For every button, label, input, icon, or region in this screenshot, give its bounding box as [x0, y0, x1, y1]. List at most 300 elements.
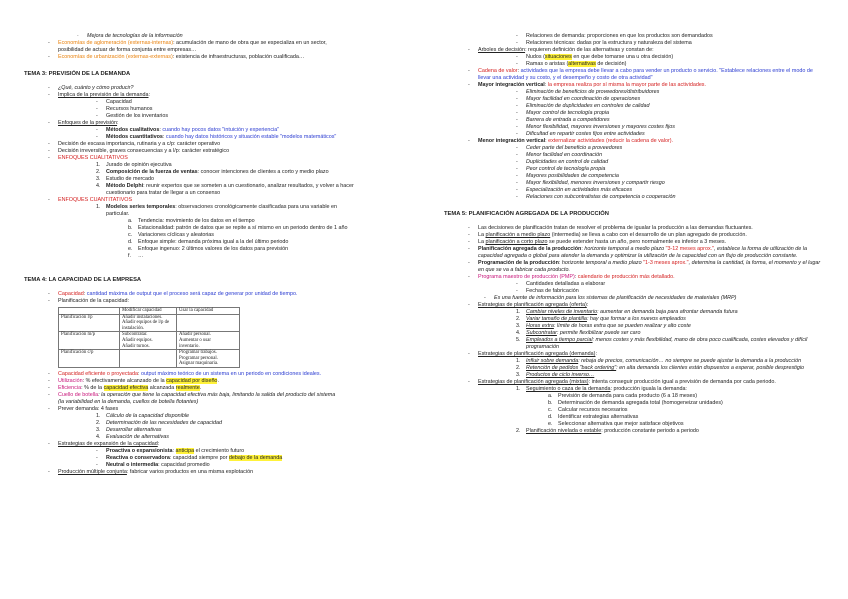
spacer — [444, 201, 824, 208]
bullet-marker: - — [468, 260, 470, 266]
text-run: Determinación de las necesidades de capacidad — [106, 419, 222, 426]
text-run: La — [478, 232, 486, 238]
line-text — [526, 180, 665, 186]
text-run: , establece la forma de utilización de la capacidad agregada o global para atender la demanda y optimizar la utilización de la capacidad con un flujo de producción constante. — [478, 246, 807, 259]
line-text — [526, 103, 649, 109]
bullet-marker: - — [516, 61, 518, 67]
text-run: alcanzada — [148, 384, 176, 391]
text-run: alternativas — [568, 61, 596, 67]
table-cell-line: Subcontratar. — [122, 332, 148, 338]
text-run: Nudos ( — [526, 54, 545, 60]
bullet-marker: - — [48, 155, 50, 161]
text-run: Fechas de fabricación — [526, 288, 579, 294]
text-run: Variaciones cíclicas y aleatorias — [138, 232, 214, 238]
text-run: : — [148, 92, 150, 98]
bullet-marker: 4. — [96, 183, 101, 189]
text-line — [24, 455, 404, 462]
bullet-marker: - — [468, 239, 470, 245]
text-line — [24, 141, 404, 148]
bullet-marker: - — [48, 440, 50, 447]
line-text — [58, 54, 304, 60]
text-run: Estrategias de expansión de la capacidad — [58, 440, 158, 447]
text-line — [24, 190, 404, 197]
line-text — [526, 54, 673, 60]
bullet-marker: - — [516, 54, 518, 60]
text-run: : menos costes y más flexibilidad, mano de obra poco cualificada, costes elevados y difícil programación — [526, 337, 808, 350]
text-line — [444, 295, 824, 302]
text-run: Relaciones de demanda: proporciones en que los productos son demandados — [526, 33, 713, 39]
bullet-marker: - — [468, 302, 470, 308]
bullet-marker: 5. — [516, 337, 521, 343]
line-text — [526, 323, 691, 329]
line-text — [478, 351, 597, 357]
text-line — [24, 155, 404, 162]
bullet-marker: 2. — [516, 365, 521, 371]
line-text — [58, 378, 219, 384]
text-run: Utilización — [58, 377, 83, 384]
text-run: Calcular recursos necesarios — [558, 407, 628, 413]
bullet-marker: - — [468, 351, 470, 357]
bullet-marker: - — [468, 274, 470, 280]
spacer — [24, 260, 404, 274]
text-run: : — [162, 134, 166, 140]
line-text — [494, 295, 736, 301]
text-line — [444, 281, 824, 288]
text-line — [24, 239, 404, 246]
text-line — [24, 127, 404, 134]
text-line — [444, 187, 824, 194]
bullet-marker: - — [96, 113, 98, 119]
bullet-marker: - — [516, 33, 518, 39]
text-run: Estrategias de planificación agregada (oferta) — [478, 302, 587, 308]
bullet-marker: c. — [548, 407, 553, 413]
table-row-label: Planificación c/p — [59, 350, 120, 368]
bullet-marker: - — [96, 127, 98, 133]
text-line — [24, 197, 404, 204]
bullet-marker: - — [468, 138, 470, 144]
text-line — [24, 420, 404, 427]
text-line — [444, 260, 824, 274]
text-run: : fabricar varios productos en una misma explotación — [126, 468, 254, 475]
bullet-marker: - — [96, 106, 98, 112]
text-run: Enfoques de la previsión — [58, 120, 118, 126]
table-cell-line: Añadir personal. — [179, 332, 211, 338]
text-line — [24, 385, 404, 392]
text-line — [444, 358, 824, 365]
text-run: se puede extender hasta un año, pero normalmente es inferior a 3 meses. — [547, 239, 727, 245]
text-run: Reactiva o conservadora — [106, 454, 170, 461]
table-cell-line: Añadir equipos de l/p de — [122, 320, 170, 326]
table-cell-line: Aumentar o usar — [179, 337, 211, 343]
text-run: : aumentar en demanda baja para afrontar demanda futura — [597, 309, 738, 315]
text-run: capacidad efectiva — [103, 384, 149, 391]
text-line — [444, 138, 824, 145]
line-text — [526, 131, 645, 137]
text-line — [444, 225, 824, 232]
bullet-marker: - — [48, 197, 50, 203]
bullet-marker: 1. — [516, 386, 521, 392]
line-text — [526, 96, 640, 102]
text-run: de decisión) — [595, 61, 627, 67]
text-run: Estrategias de planificación agregada (mixtas) — [478, 379, 589, 385]
line-text — [58, 385, 201, 391]
text-run: Retención de pedidos "back ordering" — [526, 365, 617, 371]
bullet-marker: - — [468, 68, 470, 74]
text-line — [444, 274, 824, 281]
text-line — [24, 406, 404, 413]
text-run: Programa maestro de producción (PMP) — [478, 274, 575, 280]
line-text — [558, 407, 628, 413]
bullet-marker: - — [48, 391, 50, 398]
line-text — [558, 400, 723, 406]
text-run: ¿Qué, cuánto y cómo producir? — [58, 85, 134, 91]
line-text — [58, 120, 119, 126]
text-line — [24, 225, 404, 232]
bullet-marker: - — [48, 92, 50, 98]
text-run: Es una fuente de información para los sistemas de planificación de necesidades de materiales (MRP) — [494, 295, 737, 301]
table-cell-line: Añadir instalaciones. — [122, 314, 163, 320]
table-cell — [177, 350, 240, 368]
text-line — [444, 386, 824, 393]
text-line — [444, 40, 824, 47]
text-run: : — [83, 291, 87, 297]
line-text — [478, 232, 747, 238]
text-run: … — [138, 253, 144, 259]
line-text — [58, 148, 229, 154]
text-run: Capacidad — [58, 291, 84, 297]
text-run: : % de la — [81, 384, 104, 391]
text-run: : producción constante periodo a periodo — [601, 428, 699, 434]
text-run: (intermedia) se lleva a cabo con el desarrollo de un plan agregado de producción. — [550, 232, 747, 238]
text-line — [444, 323, 824, 330]
text-run: Eliminación de beneficios de proveedores/distribuidores — [526, 89, 660, 95]
text-line — [444, 33, 824, 40]
text-run: Enfoque simple: demanda próxima igual a la del último periodo — [138, 239, 289, 245]
line-text — [478, 302, 588, 308]
text-run: cuestionario para tratar de llegar a un consenso — [106, 190, 221, 196]
text-line — [24, 40, 404, 47]
text-run: : — [159, 127, 163, 133]
bullet-marker: 1. — [516, 309, 521, 315]
text-line — [444, 421, 824, 428]
text-run: . — [217, 377, 219, 384]
bullet-marker: b. — [128, 225, 133, 231]
bullet-marker: e. — [128, 246, 133, 252]
bullet-marker: - — [516, 152, 518, 158]
bullet-marker: - — [516, 103, 518, 109]
bullet-marker: 1. — [516, 358, 521, 364]
text-run: Prever demanda: 4 fases — [58, 405, 119, 412]
line-text — [106, 462, 210, 468]
bullet-marker: a. — [128, 218, 133, 224]
text-run: : rebaja de precios, comunicación… no siempre se puede ajustar la demanda a la producción — [578, 358, 802, 364]
text-line — [24, 434, 404, 441]
text-run: Gestión de los inventarios — [106, 113, 169, 119]
text-run: : — [172, 447, 176, 454]
bullet-marker: - — [96, 454, 98, 461]
text-line — [24, 246, 404, 253]
text-run: externalizar actividades (reducir la cadena de valor). — [548, 138, 674, 144]
line-text — [106, 169, 329, 175]
text-line — [444, 47, 824, 54]
bullet-marker: - — [516, 40, 518, 46]
bullet-marker: - — [48, 85, 50, 91]
bullet-marker: 3. — [96, 426, 101, 433]
text-run: Determinación de demanda agregada total (homogeneizar unidades) — [558, 400, 723, 406]
line-text — [106, 420, 222, 426]
text-line — [24, 204, 404, 211]
bullet-marker: - — [468, 225, 470, 231]
text-line — [444, 309, 824, 316]
line-text — [58, 155, 128, 161]
bullet-marker: 1. — [96, 162, 101, 168]
text-run: : — [574, 274, 578, 280]
bullet-marker: - — [516, 187, 518, 193]
line-text — [526, 288, 579, 294]
text-run: Jurado de opinión ejecutiva — [106, 162, 172, 168]
text-run: ENFOQUES CUANTITATIVOS — [58, 197, 133, 203]
text-run: planificación a medio plazo — [485, 232, 551, 238]
text-line — [24, 291, 404, 298]
bullet-marker: 2. — [516, 316, 521, 322]
text-run: Mayor flexibilidad, menores inversiones y compartir riesgo — [526, 180, 665, 186]
text-run: Seguimiento o caza de la demanda — [526, 386, 611, 392]
text-line — [444, 103, 824, 110]
text-line — [444, 89, 824, 96]
line-text — [106, 183, 354, 189]
line-text — [526, 194, 676, 200]
bullet-marker: - — [48, 120, 50, 126]
bullet-marker: - — [96, 99, 98, 105]
bullet-marker: - — [516, 124, 518, 130]
line-text — [526, 358, 801, 364]
line-text — [138, 218, 255, 224]
line-text — [138, 246, 288, 252]
text-run: Relaciones con subcontratistas de competencia o cooperación — [526, 194, 676, 200]
bullet-marker: f. — [128, 253, 131, 259]
bullet-marker: - — [516, 288, 518, 294]
text-run: output máximo teórico de un sistema en un periodo en condiciones ideales. — [141, 370, 322, 377]
text-line — [24, 183, 404, 190]
text-run: Relaciones técnicas: dadas por la estructura y naturaleza del sistema — [526, 40, 692, 46]
text-run: capacidad por diseño — [166, 377, 218, 384]
bullet-marker: 2. — [96, 419, 101, 426]
table-row — [59, 350, 240, 368]
text-run: horizonte temporal a medio plazo — [561, 260, 644, 266]
text-line — [444, 400, 824, 407]
text-run: : — [558, 260, 562, 266]
text-line — [444, 131, 824, 138]
text-run: cuando hay pocos datos "intuición y experiencia" — [162, 127, 280, 133]
line-text — [526, 117, 610, 123]
bullet-marker: 3. — [96, 176, 101, 182]
text-line — [444, 302, 824, 309]
line-text — [526, 187, 632, 193]
text-run: : — [117, 120, 119, 126]
text-run: Las decisiones de planificación tratan de resolver el problema de igualar la producción a las demandas fluctuantes. — [478, 225, 753, 231]
bullet-marker: - — [48, 148, 50, 154]
line-text — [58, 291, 297, 297]
bullet-marker: - — [516, 117, 518, 123]
table-cell-line: Asignar maquinaria. — [179, 361, 219, 367]
text-line — [444, 194, 824, 201]
table-row — [59, 314, 240, 332]
line-text — [526, 281, 605, 287]
table-row — [59, 332, 240, 350]
text-run: Variar tamaño de plantilla — [526, 316, 587, 322]
text-run: : producción iguala la demanda: — [610, 386, 687, 392]
text-run: Menor facilidad en coordinación — [526, 152, 603, 158]
line-text — [58, 441, 159, 447]
line-text — [558, 414, 638, 420]
text-line — [444, 166, 824, 173]
line-text — [526, 110, 609, 116]
line-text — [526, 316, 686, 322]
line-text — [58, 85, 134, 91]
line-text — [478, 47, 654, 53]
text-run: Previsión de demanda para cada producto (6 a 18 meses) — [558, 393, 698, 399]
line-text — [478, 246, 807, 259]
text-run: : — [586, 302, 589, 308]
text-line — [444, 173, 824, 180]
bullet-marker: 4. — [516, 330, 521, 336]
bullet-marker: - — [516, 194, 518, 200]
text-line — [444, 365, 824, 372]
text-run: : la operación que tiene la capacidad efectiva más baja, limitando la salida del producto del sistema — [98, 391, 336, 398]
line-text — [526, 365, 804, 371]
text-line — [444, 246, 824, 260]
text-run: Cadena de valor — [478, 68, 518, 74]
text-run: Estudio de mercado — [106, 176, 154, 182]
line-text — [526, 166, 605, 172]
text-line — [24, 134, 404, 141]
bullet-marker: - — [96, 447, 98, 454]
text-run: actividades que la empresa debe llevar a cabo para vender un producto o servicio. "Establece relaciones entre el modo de llevar una actividad y su costo, y el desempeño y costo de otra actividad" — [478, 68, 813, 81]
bullet-marker: - — [516, 159, 518, 165]
text-run: Menor integración vertical — [478, 138, 546, 144]
text-line — [24, 218, 404, 225]
bullet-marker: · — [77, 33, 79, 39]
line-text — [106, 434, 169, 440]
text-run: Mejora de tecnologías de la información — [87, 33, 183, 39]
line-text — [478, 274, 675, 280]
text-run: (la variabilidad en la demanda, cuellos de botella flotantes) — [58, 398, 199, 405]
text-run: el crecimiento futuro — [194, 447, 245, 454]
text-line — [444, 96, 824, 103]
line-text — [526, 173, 619, 179]
text-line — [444, 393, 824, 400]
text-line — [444, 145, 824, 152]
line-text — [58, 392, 335, 398]
text-run: en que debe tomarse una u otra decisión) — [571, 54, 674, 60]
text-run: Mayores posibilidades de competencia — [526, 173, 619, 179]
text-run: Empleados a tiempo parcial — [526, 337, 593, 343]
line-text — [106, 211, 129, 217]
text-line — [444, 110, 824, 117]
table-header-cell: Modificar capacidad — [120, 308, 177, 315]
bullet-marker: - — [468, 82, 470, 88]
text-run: "1-3 meses aprox." — [643, 260, 689, 266]
text-line — [24, 92, 404, 99]
text-line — [24, 427, 404, 434]
bullet-marker: - — [468, 246, 470, 252]
line-text — [106, 99, 132, 105]
text-run: Subcontratar — [526, 330, 557, 336]
text-run: Barrera de entrada a competidores — [526, 117, 610, 123]
line-text — [478, 260, 820, 273]
text-run: la empresa realiza por sí misma la mayor parte de las actividades. — [547, 82, 707, 88]
line-text — [106, 127, 279, 133]
text-line — [444, 239, 824, 246]
text-line — [24, 253, 404, 260]
section-heading: TEMA 4: LA CAPACIDAD DE LA EMPRESA — [24, 277, 142, 283]
bullet-marker: - — [516, 96, 518, 102]
line-text — [138, 225, 347, 231]
bullet-marker: - — [48, 384, 50, 391]
text-line — [444, 288, 824, 295]
text-line — [24, 148, 404, 155]
section-heading: TEMA 5: PLANIFICACIÓN AGREGADA DE LA PRODUCCIÓN — [444, 211, 609, 217]
text-line — [24, 47, 404, 54]
line-text — [526, 159, 608, 165]
text-line — [24, 392, 404, 399]
line-text — [478, 379, 776, 385]
line-text — [526, 33, 713, 39]
line-text — [106, 427, 161, 433]
line-text — [106, 190, 220, 196]
line-text — [106, 413, 189, 419]
text-run: Influir sobre demanda — [526, 358, 579, 364]
text-run: Eliminación de duplicidades en controles de calidad — [526, 103, 650, 109]
text-run: La — [478, 239, 486, 245]
text-run: : — [545, 138, 549, 144]
spacer — [24, 284, 404, 291]
text-run: Dificultad en repartir costes fijos entre actividades — [526, 131, 645, 137]
text-line — [24, 54, 404, 61]
text-run: : existencia de infraestructuras, población cualificada… — [172, 54, 305, 60]
line-text — [58, 47, 196, 53]
text-run: Evaluación de alternativas — [106, 433, 169, 440]
text-run: Mayor control de tecnología propia — [526, 110, 610, 116]
line-text — [58, 92, 150, 98]
capacity-planning-table — [58, 307, 240, 368]
text-line — [24, 106, 404, 113]
line-text — [58, 406, 118, 412]
text-run: Estrategias de planificación agregada (demanda) — [478, 351, 596, 357]
line-text — [106, 204, 337, 210]
bullet-marker: - — [48, 141, 50, 147]
line-text — [58, 371, 321, 377]
line-text — [106, 176, 154, 182]
left-column — [24, 33, 404, 476]
text-run: : — [157, 440, 160, 447]
text-run: horizonte temporal a medio plazo — [584, 246, 666, 252]
text-run: Neutral o intermedia — [106, 461, 159, 468]
line-text — [558, 421, 684, 427]
bullet-marker: 3. — [516, 323, 521, 329]
text-line — [24, 169, 404, 176]
text-run: Ceder parte del beneficio a proveedores — [526, 145, 623, 151]
text-run: Menor flexibilidad, mayores inversiones y mayores costes fijos — [526, 124, 675, 130]
spacer — [24, 61, 404, 68]
bullet-marker: - — [516, 180, 518, 186]
text-run: Proactiva o expansionista — [106, 447, 173, 454]
text-run: : — [138, 370, 142, 377]
bullet-marker: - — [468, 379, 470, 385]
text-run: Implica de la previsión de la demanda — [58, 92, 149, 98]
bullet-marker: - — [48, 291, 50, 297]
table-row-label: Planificación l/p — [59, 314, 120, 332]
